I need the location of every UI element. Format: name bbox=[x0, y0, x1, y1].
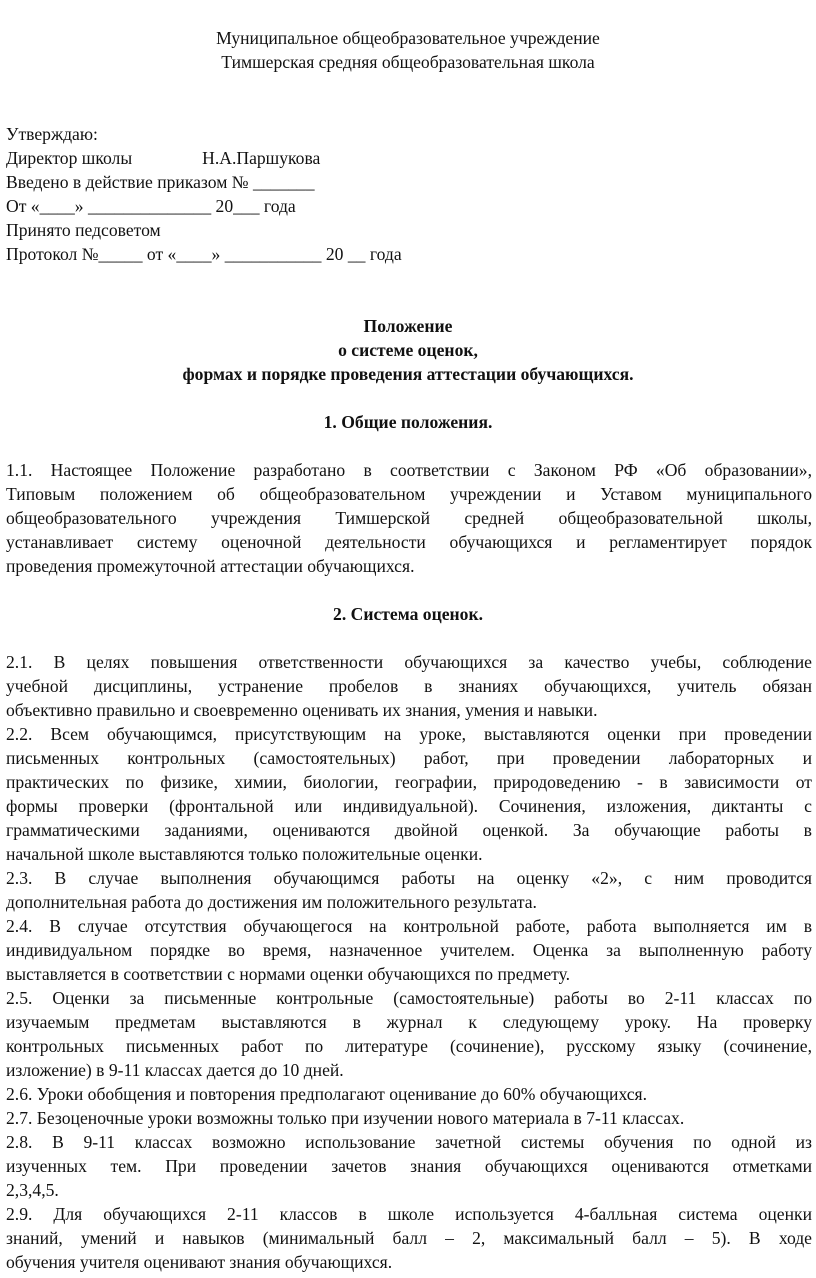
paragraph-line: знаний, умений и навыков (минимальный балл – 2, максимальный балл – 5). В ходе bbox=[6, 1228, 812, 1248]
paragraph-line: грамматическими заданиями, оцениваются двойной оценкой. За обучающие работы в bbox=[6, 820, 812, 840]
paragraph-line: 2.8. В 9-11 классах возможно использование зачетной системы обучения по одной из bbox=[6, 1132, 812, 1152]
paragraph-line: 2.9. Для обучающихся 2-11 классов в школе используется 4-балльная система оценки bbox=[6, 1204, 812, 1224]
document-subtitle-1: о системе оценок, bbox=[338, 340, 478, 360]
section-1-heading: 1. Общие положения. bbox=[323, 412, 493, 432]
paragraph-line: 2.2. Всем обучающимся, присутствующим на уроке, выставляются оценки при проведении bbox=[6, 724, 812, 744]
paragraph-line: объективно правильно и своевременно оценивать их знания, умения и навыки. bbox=[6, 700, 598, 720]
paragraph-line: учебной дисциплины, устранение пробелов в знаниях обучающихся, учитель обязан bbox=[6, 676, 812, 696]
director-line bbox=[6, 146, 812, 170]
school-name-line: Тимшерская средняя общеобразовательная школа bbox=[221, 52, 595, 72]
paragraph-line: изложение) в 9-11 классах дается до 10 дней. bbox=[6, 1060, 344, 1080]
protocol-line: Протокол №_____ от «____» ___________ 20 __ года bbox=[6, 244, 402, 264]
paragraph-line: начальной школе выставляются только положительные оценки. bbox=[6, 844, 483, 864]
paragraph-line: 2.4. В случае отсутствия обучающегося на контрольной работе, работа выполняется им в bbox=[6, 916, 812, 936]
approval-label: Утверждаю: bbox=[6, 124, 98, 144]
paragraph-line: общеобразовательного учреждения Тимшерской средней общеобразовательной школы, bbox=[6, 508, 812, 528]
paragraph-line: дополнительная работа до достижения им положительного результата. bbox=[6, 892, 537, 912]
order-line: Введено в действие приказом № _______ bbox=[6, 172, 315, 192]
paragraph-line: изученных тем. При проведении зачетов знания обучающихся оцениваются отметками bbox=[6, 1156, 812, 1176]
paragraph-line: устанавливает систему оценочной деятельности обучающихся и регламентирует порядок bbox=[6, 532, 812, 552]
paragraph-line: контрольных письменных работ по литературе (сочинение), русскому языку (сочинение, bbox=[6, 1036, 812, 1056]
paragraph-line: 2.7. Безоценочные уроки возможны только при изучении нового материала в 7-11 классах. bbox=[6, 1108, 685, 1128]
paragraph-line: выставляется в соответствии с нормами оценки обучающихся по предмету. bbox=[6, 964, 571, 984]
document-subtitle-2: формах и порядке проведения аттестации обучающихся. bbox=[182, 364, 634, 384]
paragraph-line: 2.3. В случае выполнения обучающимся работы на оценку «2», с ним проводится bbox=[6, 868, 812, 888]
paragraph-line: 2,3,4,5. bbox=[6, 1180, 59, 1200]
paragraph-line: письменных контрольных (самостоятельных) работ, при проведении лабораторных и bbox=[6, 748, 812, 768]
date-line: От «____» ______________ 20___ года bbox=[6, 196, 296, 216]
council-line: Принято педсоветом bbox=[6, 220, 161, 240]
paragraph-line: обучения учителя оценивают знания обучающихся. bbox=[6, 1252, 393, 1272]
paragraph-line: проведения промежуточной аттестации обучающихся. bbox=[6, 556, 415, 576]
school-type-line: Муниципальное общеобразовательное учреждение bbox=[216, 28, 600, 48]
paragraph-line: формы проверки (фронтальной или индивидуальной). Сочинения, изложения, диктанты с bbox=[6, 796, 812, 816]
paragraph-line: 1.1. Настоящее Положение разработано в соответствии с Законом РФ «Об образовании», bbox=[6, 460, 812, 480]
paragraph-line: индивидуальном порядке во время, назначенное учителем. Оценка за выполненную работу bbox=[6, 940, 812, 960]
director-name: Н.А.Паршукова bbox=[202, 148, 321, 168]
section-2-heading: 2. Система оценок. bbox=[333, 604, 483, 624]
paragraph-line: 2.1. В целях повышения ответственности обучающихся за качество учебы, соблюдение bbox=[6, 652, 812, 672]
director-role: Директор школы bbox=[6, 148, 133, 168]
paragraph-line: практических по физике, химии, биологии, географии, природоведению - в зависимости от bbox=[6, 772, 812, 792]
paragraph-line: Типовым положением об общеобразовательном учреждении и Уставом муниципального bbox=[6, 484, 812, 504]
paragraph-line: 2.6. Уроки обобщения и повторения предполагают оценивание до 60% обучающихся. bbox=[6, 1084, 648, 1104]
paragraph-line: изучаемым предметам выставляются в журнал к следующему уроку. На проверку bbox=[6, 1012, 812, 1032]
paragraph-line: 2.5. Оценки за письменные контрольные (самостоятельные) работы во 2-11 классах по bbox=[6, 988, 812, 1008]
document-title: Положение bbox=[363, 316, 453, 336]
